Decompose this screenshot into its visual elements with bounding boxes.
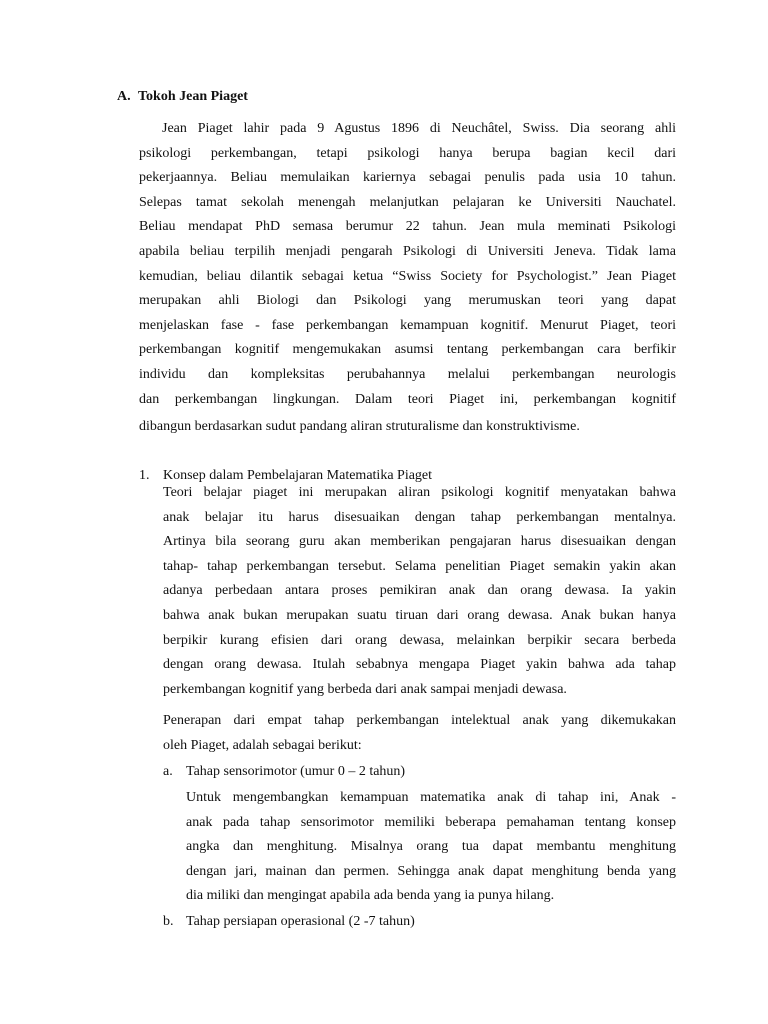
sub-item-b-heading	[163, 912, 415, 932]
paragraph-line: perkembangan kognitif mengemukakan asumsi tentang perkembangan cara berfikir	[139, 342, 676, 358]
item1-paragraph	[163, 481, 676, 702]
paragraph-line: oleh Piaget, adalah sebagai berikut:	[163, 737, 362, 753]
paragraph-line: psikologi perkembangan, tetapi psikologi hanya berupa bagian kecil dari	[139, 145, 676, 161]
item1-paragraph-2	[163, 709, 676, 758]
paragraph-line: Jean Piaget lahir pada 9 Agustus 1896 di Neuchâtel, Swiss. Dia seorang ahli	[162, 121, 676, 136]
paragraph-line: bahwa anak bukan merupakan suatu tiruan dari orang dewasa. Anak bukan hanya	[163, 607, 676, 623]
paragraph-line: dan perkembangan lingkungan. Dalam teori Piaget ini, perkembangan kognitif	[139, 391, 676, 407]
paragraph-line: menjelaskan fase - fase perkembangan kemampuan kognitif. Menurut Piaget, teori	[139, 317, 676, 333]
paragraph-line: adanya perbedaan antara proses pemikiran anak dan orang dewasa. Ia yakin	[163, 583, 676, 599]
sub-item-title: Tahap persiapan operasional (2 -7 tahun)	[186, 914, 415, 929]
section-title: Tokoh Jean Piaget	[138, 89, 248, 104]
paragraph-line: Teori belajar piaget ini merupakan aliran psikologi kognitif menyatakan bahwa	[163, 485, 676, 500]
paragraph-line: dia miliki dan mengingat apabila ada benda yang ia punya hilang.	[186, 888, 555, 904]
list-item-number: 1.	[139, 468, 150, 483]
section-letter: A.	[117, 89, 131, 104]
paragraph-line: individu dan kompleksitas perubahannya melalui perkembangan neurologis	[139, 366, 676, 382]
section-heading	[117, 87, 248, 107]
paragraph-line: perkembangan kognitif yang berbeda dari anak sampai menjadi dewasa.	[163, 681, 567, 697]
paragraph-line: anak pada tahap sensorimotor memiliki beberapa pemahaman tentang konsep	[186, 814, 676, 830]
list-item-title: Konsep dalam Pembelajaran Matematika Piaget	[163, 468, 433, 483]
paragraph-line: Penerapan dari empat tahap perkembangan intelektual anak yang dikemukakan	[163, 713, 676, 728]
paragraph-line: pekerjaannya. Beliau memulaikan kariernya sebagai penulis pada usia 10 tahun.	[139, 170, 676, 186]
paragraph-line: dengan orang dewasa. Itulah sebabnya mengapa Piaget yakin bahwa ada tahap	[163, 657, 676, 673]
paragraph-line: kemudian, beliau dilantik sebagai ketua “Swiss Society for Psychologist.” Jean Piaget	[139, 268, 676, 284]
paragraph-line: anak belajar itu harus disesuaikan dengan tahap perkembangan mentalnya.	[163, 509, 676, 525]
paragraph-line: Untuk mengembangkan kemampuan matematika anak di tahap ini, Anak -	[186, 790, 676, 805]
sub-item-letter: a.	[163, 764, 173, 779]
intro-paragraph	[139, 117, 676, 440]
sub-item-a-paragraph	[186, 786, 676, 909]
sub-item-a-heading	[163, 762, 405, 782]
paragraph-line: angka dan menghitung. Misalnya orang tua dapat membantu menghitung	[186, 839, 676, 855]
paragraph-line: apabila beliau terpilih menjadi pengarah Psikologi di Universiti Jeneva. Tidak lama	[139, 243, 676, 259]
paragraph-line: Selepas tamat sekolah menengah melanjutkan pelajaran ke Universiti Nauchatel.	[139, 194, 676, 210]
paragraph-line: Beliau mendapat PhD semasa berumur 22 tahun. Jean mula meminati Psikologi	[139, 219, 676, 235]
paragraph-line: dengan jari, mainan dan permen. Sehingga anak dapat menghitung benda yang	[186, 863, 676, 879]
paragraph-line: tahap- tahap perkembangan tersebut. Selama penelitian Piaget semakin yakin akan	[163, 558, 676, 574]
paragraph-line: Artinya bila seorang guru akan memberikan pengajaran harus disesuaikan dengan	[163, 534, 676, 550]
sub-item-title: Tahap sensorimotor (umur 0 – 2 tahun)	[186, 764, 406, 779]
paragraph-line: dibangun berdasarkan sudut pandang aliran struturalisme dan konstruktivisme.	[139, 419, 580, 435]
paragraph-line: merupakan ahli Biologi dan Psikologi yang merumuskan teori yang dapat	[139, 293, 676, 309]
sub-item-letter: b.	[163, 914, 174, 929]
paragraph-line: berpikir kurang efisien dari orang dewasa, melainkan berpikir secara berbeda	[163, 632, 676, 648]
